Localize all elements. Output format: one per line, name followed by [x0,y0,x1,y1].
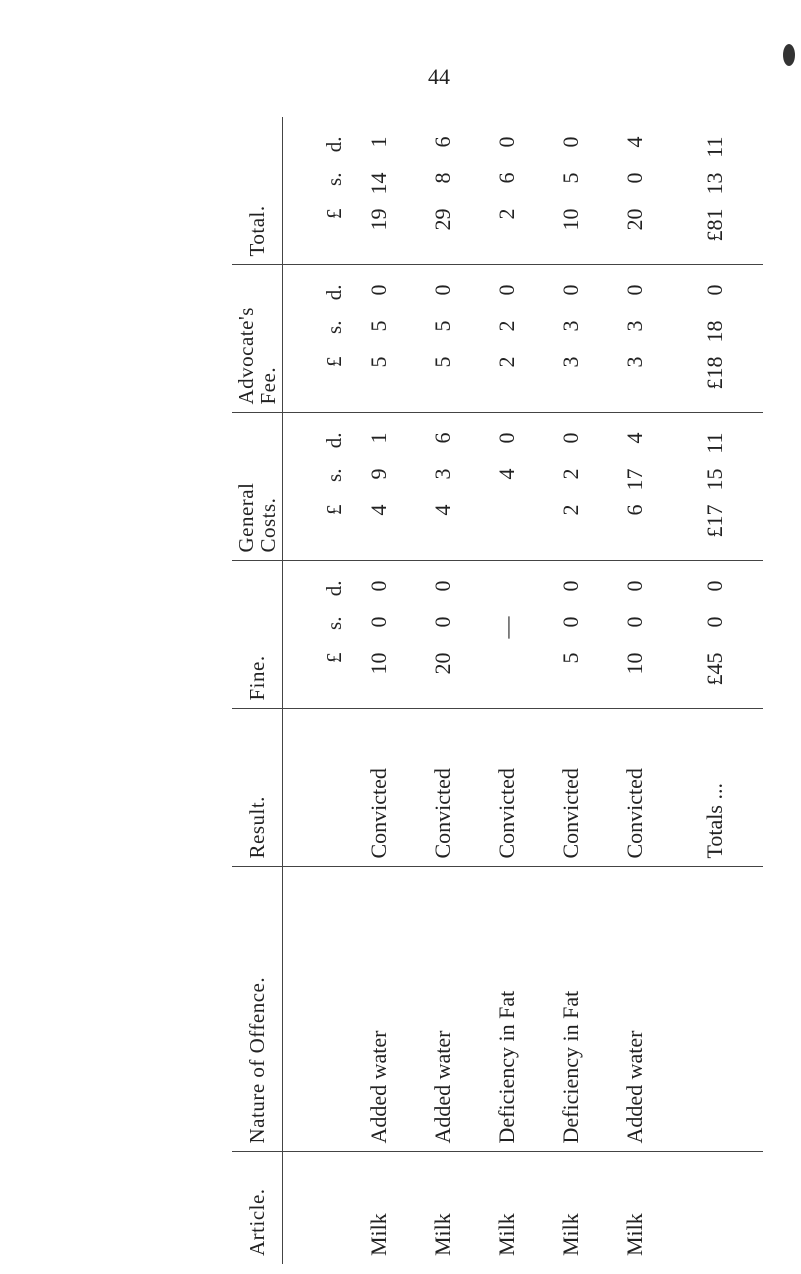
shillings-value: 13 [702,172,727,195]
pounds-value: £81 [702,208,727,242]
offence-cell: Added water [347,867,411,1152]
header-general-costs-line1: General [233,482,258,553]
totals-total [667,117,763,265]
pounds-value: 20 [622,208,647,231]
shillings-value: 2 [558,468,583,480]
shillings-value: 0 [366,616,391,628]
result-cell: Convicted [603,709,667,867]
header-general-costs-line2: Costs. [256,497,280,553]
totals-costs [667,413,763,561]
fee-units [283,265,348,413]
unit-pence: d. [322,136,346,153]
pounds-value: 5 [366,356,391,368]
unit-shillings: s. [322,468,346,482]
shillings-value: 3 [558,320,583,332]
fine-cell [603,561,667,709]
ink-blot-mark [783,44,795,66]
pence-value: 0 [558,136,583,148]
pence-value: 0 [494,136,519,148]
costs-cell [539,413,603,561]
shillings-value: 3 [622,320,647,332]
pounds-value: 4 [430,504,455,516]
fee-cell [539,265,603,413]
fine-cell [539,561,603,709]
unit-pence: d. [322,432,346,449]
shillings-value: 0 [622,616,647,628]
unit-pounds: £ [322,208,346,219]
header-general-costs [232,413,283,561]
header-total: Total. [232,117,283,265]
total-cell [475,117,539,265]
unit-shillings: s. [322,172,346,186]
header-offence: Nature of Offence. [232,867,283,1152]
result-cell: Convicted [347,709,411,867]
pence-value: 0 [494,284,519,296]
costs-cell [411,413,475,561]
result-cell: Convicted [539,709,603,867]
pounds-value: 6 [622,504,647,516]
shillings-value: 0 [430,616,455,628]
table-row [347,117,411,1264]
unit-pounds: £ [322,652,346,663]
pounds-value: 2 [494,208,519,220]
pounds-value: 4 [366,504,391,516]
offence-cell: Added water [603,867,667,1152]
unit-shillings: s. [322,616,346,630]
fine-cell [347,561,411,709]
pounds-value: 10 [622,652,647,675]
result-cell: Convicted [475,709,539,867]
article-cell: Milk [494,1213,519,1256]
shillings-value: 3 [430,468,455,480]
pence-value: 0 [558,432,583,444]
shillings-value: 14 [366,172,391,195]
header-advocate-fee-line1: Advocate's [233,307,258,405]
pounds-value: 10 [558,208,583,231]
totals-label: Totals ... [667,709,763,867]
shillings-value: 0 [558,616,583,628]
prosecutions-table-rotated [232,118,727,1264]
shillings-value: 15 [702,468,727,491]
header-article: Article. [232,1152,283,1264]
unit-shillings: s. [322,320,346,334]
totals-fine [667,561,763,709]
article-cell: Milk [366,1213,391,1256]
table-row [539,117,603,1264]
totals-fee [667,265,763,413]
table-row [411,117,475,1264]
pence-value: 0 [366,580,391,592]
unit-pounds: £ [322,504,346,515]
shillings-value: 2 [494,320,519,332]
pence-value: 11 [702,136,727,158]
shillings-value: 18 [702,320,727,343]
costs-cell [475,413,539,561]
prosecutions-table [232,117,763,1264]
costs-cell [603,413,667,561]
offence-cell: Deficiency in Fat [539,867,603,1152]
table-row [475,117,539,1264]
fee-cell [475,265,539,413]
pence-value: 6 [430,432,455,444]
pence-value: 0 [430,580,455,592]
pence-value: 6 [430,136,455,148]
units-row [283,117,348,1264]
unit-pence: d. [322,284,346,301]
shillings-value: 5 [430,320,455,332]
totals-row [667,117,763,1264]
pounds-value: 5 [558,652,583,664]
header-fine: Fine. [232,561,283,709]
pounds-value: £17 [702,504,727,538]
pounds-value: 10 [366,652,391,675]
pence-value: 11 [702,432,727,454]
pounds-value: £18 [702,356,727,390]
shillings-value: 0 [702,616,727,628]
pounds-value: 29 [430,208,455,231]
pounds-value: 20 [430,652,455,675]
header-advocate-fee [232,265,283,413]
pence-value: 0 [558,580,583,592]
costs-units [283,413,348,561]
total-cell [411,117,475,265]
total-cell [603,117,667,265]
shillings-value: 5 [558,172,583,184]
shillings-value: 0 [622,172,647,184]
fine-cell [411,561,475,709]
fee-cell [347,265,411,413]
total-cell [539,117,603,265]
pounds-value: £45 [702,652,727,686]
pence-value: 0 [702,284,727,296]
shillings-value: 6 [494,172,519,184]
fine-cell [475,561,539,709]
shillings-value: 9 [366,468,391,480]
pounds-value: 3 [558,356,583,368]
unit-pence: d. [322,580,346,597]
pounds-value: 2 [494,356,519,368]
shillings-value: 4 [494,468,519,480]
pounds-value: 3 [622,356,647,368]
pounds-value: 5 [430,356,455,368]
pence-value: 4 [622,432,647,444]
fee-cell [603,265,667,413]
pence-value: 0 [702,580,727,592]
pence-value: 1 [366,432,391,444]
pounds-value: 19 [366,208,391,231]
total-units [283,117,348,265]
pence-value: 0 [430,284,455,296]
article-cell: Milk [622,1213,647,1256]
pence-value: 0 [622,284,647,296]
pence-value: 0 [494,432,519,444]
costs-cell [347,413,411,561]
page-number: 44 [428,64,450,89]
article-cell: Milk [430,1213,455,1256]
offence-cell: Added water [411,867,475,1152]
fee-cell [411,265,475,413]
shillings-value: — [494,616,519,639]
table-row [603,117,667,1264]
fine-units [283,561,348,709]
article-cell: Milk [558,1213,583,1256]
result-cell: Convicted [411,709,475,867]
total-cell [347,117,411,265]
pounds-value: 2 [558,504,583,516]
header-result: Result. [232,709,283,867]
pence-value: 0 [558,284,583,296]
pence-value: 0 [366,284,391,296]
shillings-value: 17 [622,468,647,491]
offence-cell: Deficiency in Fat [475,867,539,1152]
shillings-value: 8 [430,172,455,184]
pence-value: 1 [366,136,391,148]
unit-pounds: £ [322,356,346,367]
pence-value: 4 [622,136,647,148]
header-row [232,117,283,1264]
pence-value: 0 [622,580,647,592]
shillings-value: 5 [366,320,391,332]
header-advocate-fee-line2: Fee. [256,366,280,405]
